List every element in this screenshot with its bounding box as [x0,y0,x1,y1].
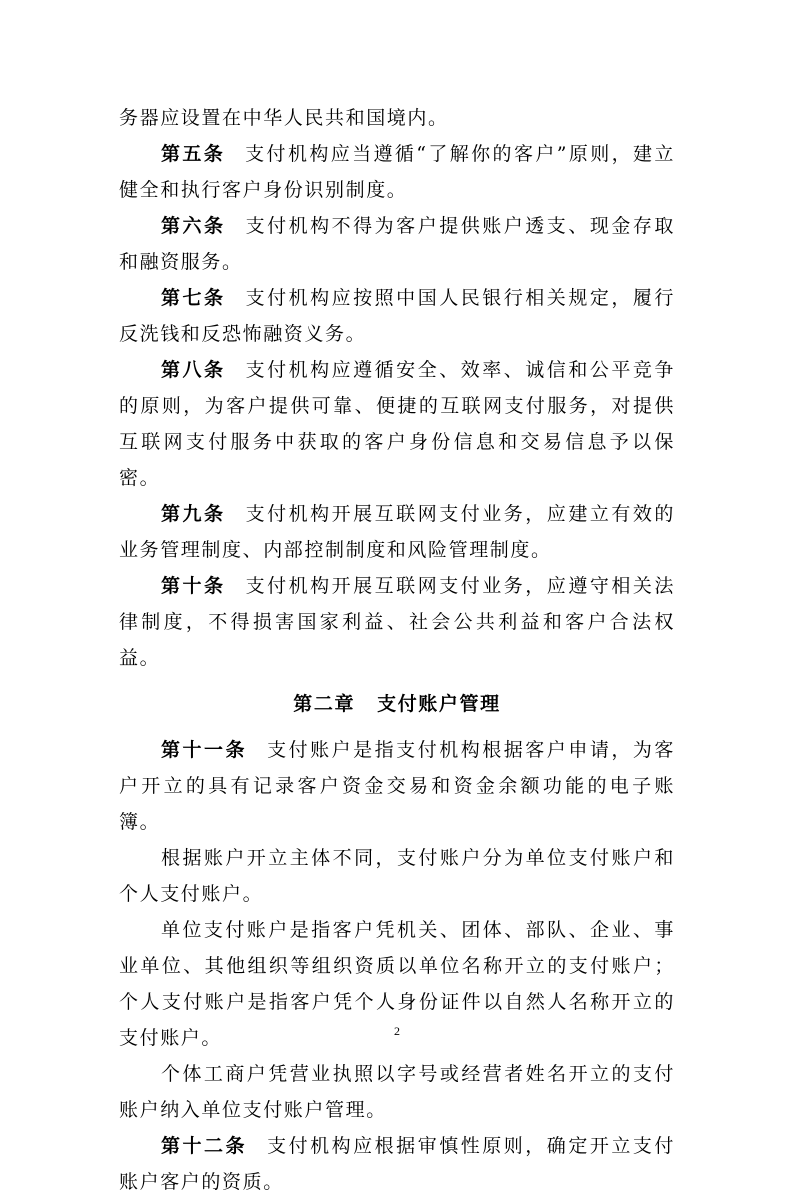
chapter-title: 支付账户管理 [377,693,501,715]
article-number: 第十一条 [161,739,248,761]
article-number: 第七条 [161,287,226,309]
article-text: 支付机构应遵循安全、效率、诚信和公平竞争的原则，为客户提供可靠、便捷的互联网支付服务，对提供互联网支付服务中获取的客户身份信息和交易信息予以保密。 [119,359,675,489]
lead-fragment: 务器应设置在中华人民共和国境内。 [119,107,449,129]
article-7 [119,280,675,352]
page-number: 2 [394,1024,400,1038]
article-text: 支付机构应当遵循“了解你的客户”原则，建立健全和执行客户身份识别制度。 [119,143,675,201]
chapter-number: 第二章 [293,693,356,715]
article-number: 第六条 [161,215,226,237]
article-11 [119,732,675,840]
article-text: 支付机构开展互联网支付业务，应建立有效的业务管理制度、内部控制制度和风险管理制度。 [119,503,675,561]
chapter-heading [119,676,675,732]
article-5 [119,136,675,208]
article-6 [119,208,675,280]
article-number: 第九条 [161,503,226,525]
article-10 [119,568,675,676]
article-8 [119,352,675,496]
article-number: 第十条 [161,575,226,597]
article-number: 第五条 [161,143,226,165]
article-text: 支付机构开展互联网支付业务，应遵守相关法律制度，不得损害国家利益、社会公共利益和客户合法权益。 [119,575,675,669]
article-text: 支付账户是指支付机构根据客户申请，为客户开立的具有记录客户资金交易和资金余额功能的电子账簿。 [119,739,675,833]
article-number: 第十二条 [161,1135,248,1157]
article-9 [119,496,675,568]
article-number: 第八条 [161,359,226,381]
article-text: 支付机构应按照中国人民银行相关规定，履行反洗钱和反恐怖融资义务。 [119,287,675,345]
article-text: 支付机构不得为客户提供账户透支、现金存取和融资服务。 [119,215,675,273]
paragraph: 单位支付账户是指客户凭机关、团体、部队、企业、事业单位、其他组织等组织资质以单位名称开立的支付账户；个人支付账户是指客户凭个人身份证件以自然人名称开立的支付账户。 [119,919,675,1049]
paragraph: 根据账户开立主体不同，支付账户分为单位支付账户和个人支付账户。 [119,847,675,905]
article-12 [119,1128,675,1200]
paragraph: 个体工商户凭营业执照以字号或经营者姓名开立的支付账户纳入单位支付账户管理。 [119,1063,675,1121]
article-text: 支付机构应根据审慎性原则，确定开立支付账户客户的资质。 [119,1135,675,1193]
